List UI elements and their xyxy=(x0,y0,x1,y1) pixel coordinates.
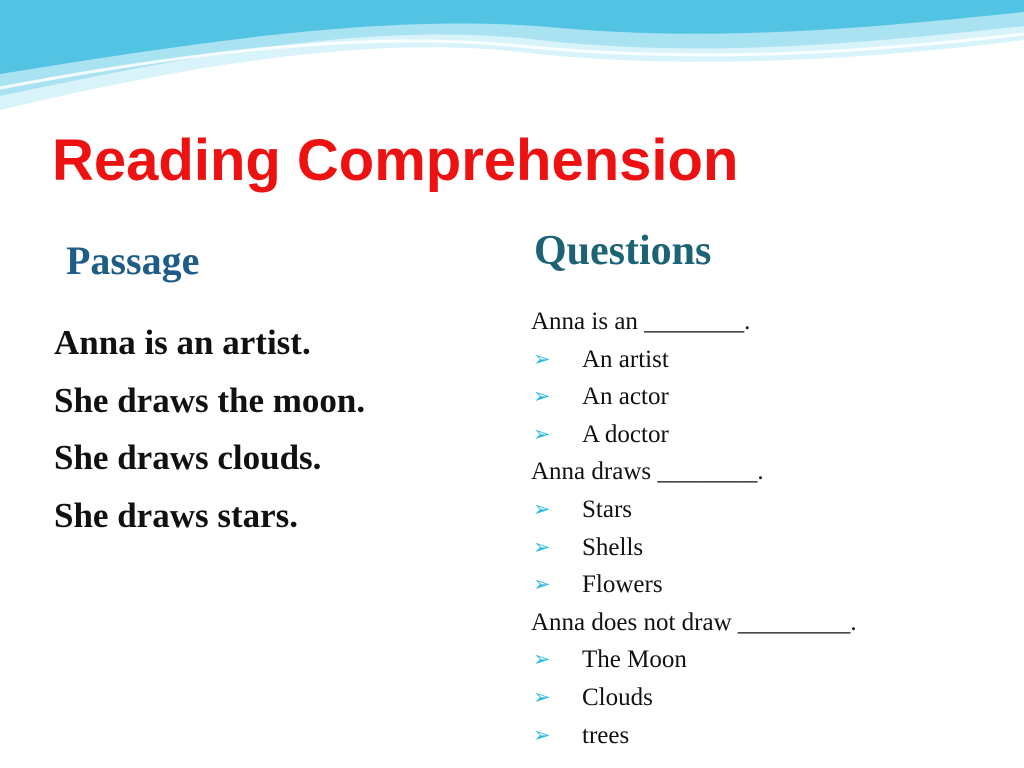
question-stem: Anna is an ________. xyxy=(531,308,751,335)
answer-option xyxy=(531,416,857,454)
arrow-checkmark-icon: ➢ xyxy=(533,684,551,709)
question-stem: Anna draws ________. xyxy=(531,458,764,486)
answer-option xyxy=(531,717,857,755)
answer-option-label: trees xyxy=(582,721,630,749)
slide-title: Reading Comprehension xyxy=(52,128,739,193)
answer-option xyxy=(531,341,857,379)
answer-option-label: Flowers xyxy=(582,571,663,599)
arrow-checkmark-icon: ➢ xyxy=(533,647,551,672)
passage-line: She draws clouds. xyxy=(54,438,322,477)
answer-option xyxy=(531,529,857,567)
questions-list xyxy=(531,303,857,754)
arrow-checkmark-icon: ➢ xyxy=(533,722,551,747)
question-stem: Anna does not draw _________. xyxy=(531,608,857,636)
questions-heading: Questions xyxy=(534,228,712,274)
passage-line: She draws the moon. xyxy=(54,380,366,420)
answer-option xyxy=(531,491,857,529)
arrow-checkmark-icon: ➢ xyxy=(533,384,551,409)
answer-option xyxy=(531,679,857,717)
answer-option xyxy=(531,566,857,604)
answer-option-label: The Moon xyxy=(582,646,687,674)
answer-option-label: Stars xyxy=(582,495,632,523)
passage-line: Anna is an artist. xyxy=(54,323,311,362)
arrow-checkmark-icon: ➢ xyxy=(533,534,551,559)
passage-heading: Passage xyxy=(66,238,200,283)
answer-option-label: Clouds xyxy=(582,683,653,711)
answer-option xyxy=(531,641,857,679)
answer-option-label: A doctor xyxy=(582,420,669,448)
answer-option-label: An artist xyxy=(582,345,669,373)
answer-option-label: An actor xyxy=(582,383,669,411)
passage-line: She draws stars. xyxy=(54,495,299,535)
passage-text xyxy=(54,314,365,544)
arrow-checkmark-icon: ➢ xyxy=(533,346,551,371)
arrow-checkmark-icon: ➢ xyxy=(533,421,551,446)
arrow-checkmark-icon: ➢ xyxy=(533,572,551,597)
answer-option-label: Shells xyxy=(582,533,644,561)
answer-option xyxy=(531,378,857,416)
arrow-checkmark-icon: ➢ xyxy=(533,496,551,521)
header-wave-decoration xyxy=(0,0,1024,120)
